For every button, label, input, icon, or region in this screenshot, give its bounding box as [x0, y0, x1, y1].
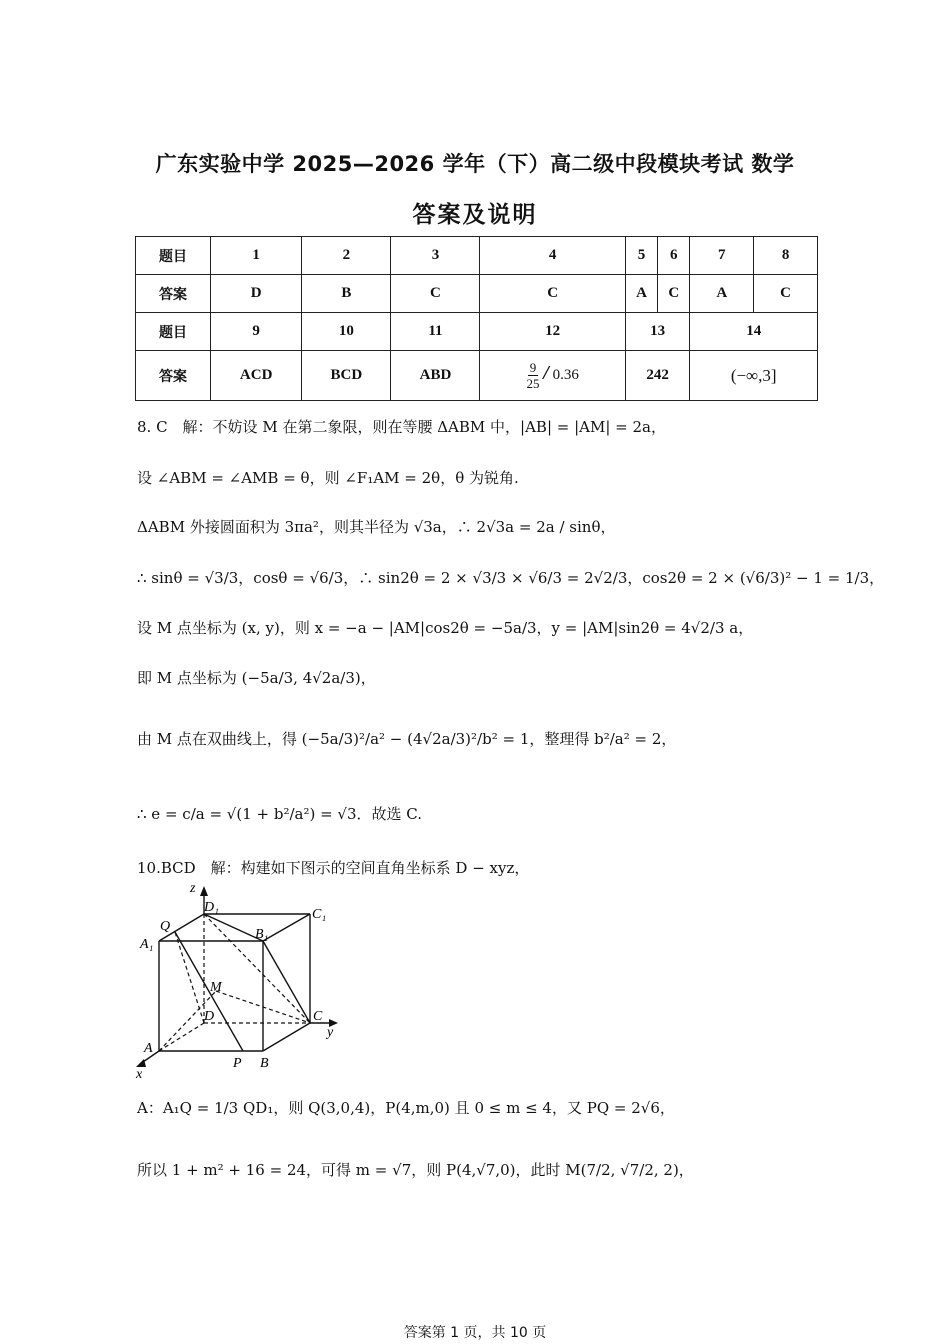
solution8-line5: 设 M 点坐标为 (x, y)，则 x = −a − |AM|cos2θ = −5a/3，y = |AM|sin2θ = 4√2/3 a， [137, 619, 754, 637]
table-cell: 4 [480, 237, 625, 275]
q12-alt: 0.36 [552, 366, 579, 383]
table-row [136, 313, 818, 351]
label-y: y [327, 1025, 334, 1040]
table-cell: BCD [302, 351, 391, 401]
label-C1: C₁ [312, 907, 327, 922]
table-row [136, 351, 818, 401]
table-cell: 题目 [136, 237, 211, 275]
solution8-line7: 由 M 点在双曲线上，得 (−5a/3)²/a² − (4√2a/3)²/b² = 1，整理得 b²/a² = 2， [137, 730, 677, 748]
table-cell: 12 [480, 313, 625, 351]
fraction-denominator: 25 [526, 376, 540, 391]
table-cell: C [754, 275, 818, 313]
solution8-line1: 8. C 解：不妨设 M 在第二象限，则在等腰 ΔABM 中，|AB| = |AM| = 2a， [137, 418, 666, 436]
label-B1: B₁ [255, 927, 269, 942]
fraction-numerator: 9 [529, 360, 537, 375]
label-D: D [204, 1009, 215, 1024]
label-C: C [313, 1009, 323, 1024]
table-cell: B [302, 275, 391, 313]
table-cell: 6 [658, 237, 690, 275]
solution8-line4: ∴ sinθ = √3/3，cosθ = √6/3，∴ sin2θ = 2 × √3/3 × √6/3 = 2√2/3，cos2θ = 2 × (√6/3)² − 1 = 1/3， [137, 569, 885, 587]
table-cell: 5 [625, 237, 657, 275]
table-cell: 9 [211, 313, 302, 351]
label-z: z [190, 881, 196, 896]
label-P: P [233, 1056, 242, 1071]
answer-table [135, 236, 818, 401]
table-cell: 题目 [136, 313, 211, 351]
table-cell: 242 [625, 351, 690, 401]
label-Q: Q [160, 919, 171, 934]
solution8-line2: 设 ∠ABM = ∠AMB = θ，则 ∠F₁AM = 2θ，θ 为锐角. [137, 469, 519, 487]
table-cell: C [658, 275, 690, 313]
label-B: B [260, 1056, 269, 1071]
table-cell: 14 [690, 313, 818, 351]
table-cell-q12 [480, 351, 625, 401]
table-cell: C [391, 275, 480, 313]
label-M: M [210, 980, 222, 995]
solution10-lineB: 所以 1 + m² + 16 = 24，可得 m = √7，则 P(4,√7,0)，此时 M(7/2, √7/2, 2)， [137, 1161, 694, 1179]
table-cell: 3 [391, 237, 480, 275]
solution8-line8: ∴ e = c/a = √(1 + b²/a²) = √3．故选 C. [137, 805, 423, 823]
table-cell: 答案 [136, 275, 211, 313]
solution10-line1: 10.BCD 解：构建如下图示的空间直角坐标系 D − xyz， [137, 859, 530, 877]
table-cell: 11 [391, 313, 480, 351]
solution10-lineA: A：A₁Q = 1/3 QD₁，则 Q(3,0,4)，P(4,m,0) 且 0 ≤ m ≤ 4，又 PQ = 2√6， [137, 1099, 675, 1117]
solution8-line6: 即 M 点坐标为 (−5a/3, 4√2a/3)， [137, 669, 376, 687]
label-A1: A₁ [140, 937, 154, 952]
table-cell: ACD [211, 351, 302, 401]
page-title: 广东实验中学 2025—2026 学年（下）高二级中段模块考试 数学 [155, 152, 795, 176]
table-cell: 答案 [136, 351, 211, 401]
table-cell: D [211, 275, 302, 313]
page-footer: 答案第 1 页，共 10 页 [403, 1325, 547, 1341]
label-A: A [144, 1041, 153, 1056]
table-row [136, 275, 818, 313]
table-row [136, 237, 818, 275]
table-cell: C [480, 275, 625, 313]
solution8-line3: ΔABM 外接圆面积为 3πa²，则其半径为 √3a，∴ 2√3a = 2a / sinθ， [137, 518, 616, 536]
table-cell: 8 [754, 237, 818, 275]
table-cell: 7 [690, 237, 754, 275]
table-cell: 13 [625, 313, 690, 351]
page-subtitle: 答案及说明 [412, 202, 538, 228]
label-x: x [136, 1067, 143, 1082]
table-cell: (−∞,3] [690, 351, 818, 401]
table-cell: 2 [302, 237, 391, 275]
label-D1: D₁ [204, 900, 219, 915]
fraction [527, 360, 540, 391]
table-cell: A [690, 275, 754, 313]
separator: / [543, 361, 549, 384]
cube-figure [130, 878, 360, 1083]
table-cell: ABD [391, 351, 480, 401]
table-cell: 1 [211, 237, 302, 275]
table-cell: 10 [302, 313, 391, 351]
table-cell: A [625, 275, 657, 313]
